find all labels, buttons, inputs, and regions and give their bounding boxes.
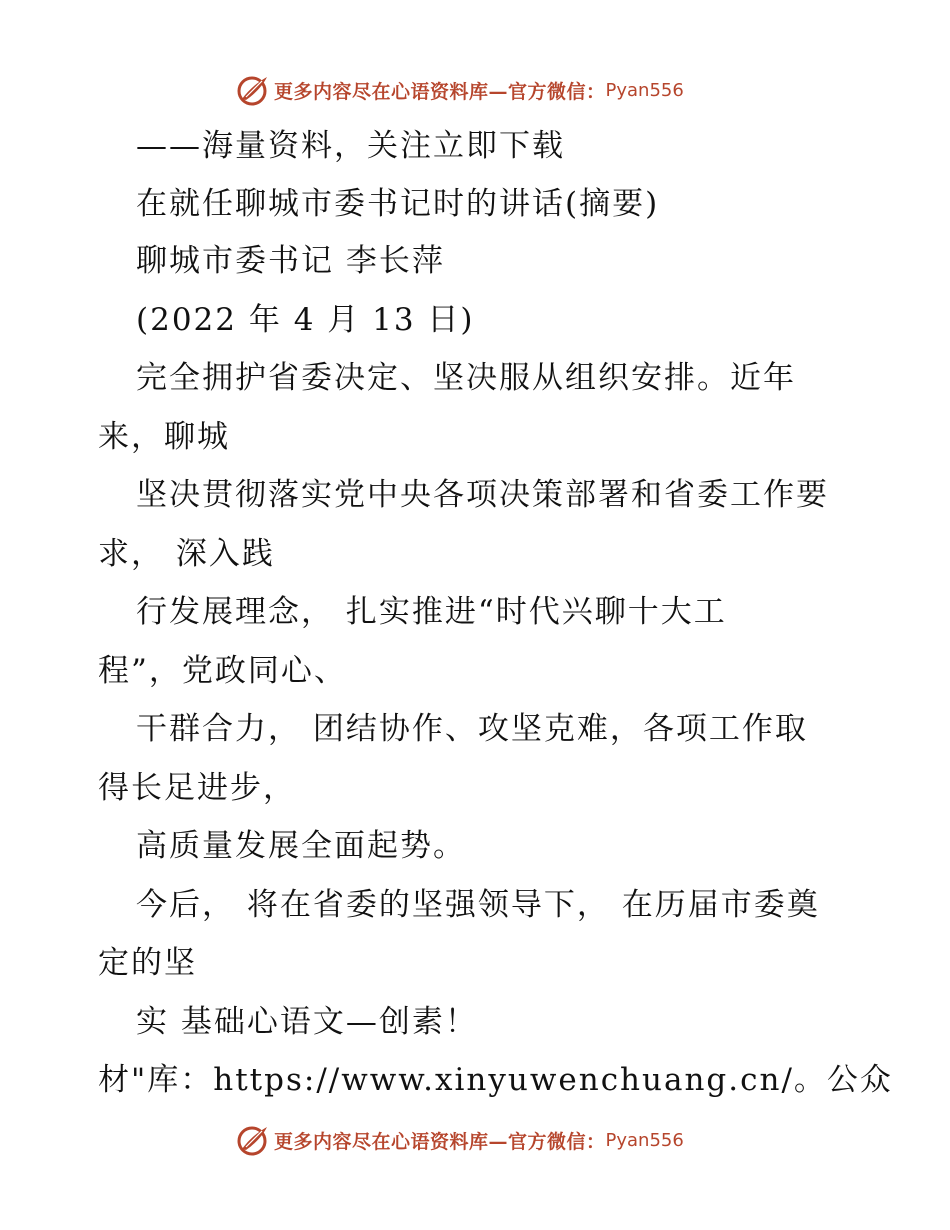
text-line-16: 实 基础心语文—创素！: [136, 1004, 478, 1040]
text-line-10: 程”，党政同心、: [98, 653, 347, 689]
text-line-5: 完全拥护省委决定、坚决服从组织安排。近年: [136, 360, 796, 396]
text-line-8: 求， 深入践: [98, 536, 275, 572]
watermark-text: 更多内容尽在心语资料库—官方微信：: [274, 1130, 606, 1153]
text-line-13: 高质量发展全面起势。: [136, 828, 466, 864]
text-line-3: 聊城市委书记 李长萍: [136, 243, 445, 279]
watermark-wechat-id: Pyan556: [605, 1129, 684, 1151]
text-line-9: 行发展理念， 扎实推进“时代兴聊十大工: [136, 594, 727, 630]
text-line-6: 来，聊城: [98, 419, 230, 455]
watermark-text: 更多内容尽在心语资料库—官方微信：: [274, 80, 606, 103]
footer-watermark: [236, 1122, 684, 1158]
text-line-7: 坚决贯彻落实党中央各项决策部署和省委工作要: [136, 477, 829, 513]
text-line-12: 得长足进步，: [98, 770, 296, 806]
text-line-14: 今后， 将在省委的坚强领导下， 在历届市委奠: [136, 887, 820, 923]
text-line-4: (2022 年 4 月 13 日): [136, 302, 475, 338]
header-watermark: [236, 72, 684, 108]
text-line-1: ——海量资料，关注立即下载: [136, 128, 565, 164]
watermark-wechat-id: Pyan556: [605, 79, 684, 101]
text-line-2: 在就任聊城市委书记时的讲话(摘要): [136, 186, 660, 222]
text-line-17: 材"库：https://www.xinyuwenchuang.cn/。公众: [98, 1062, 893, 1098]
text-line-15: 定的坚: [98, 945, 197, 981]
feather-logo-icon: [236, 1123, 270, 1157]
text-line-11: 干群合力， 团结协作、攻坚克难，各项工作取: [136, 711, 808, 747]
feather-logo-icon: [236, 73, 270, 107]
